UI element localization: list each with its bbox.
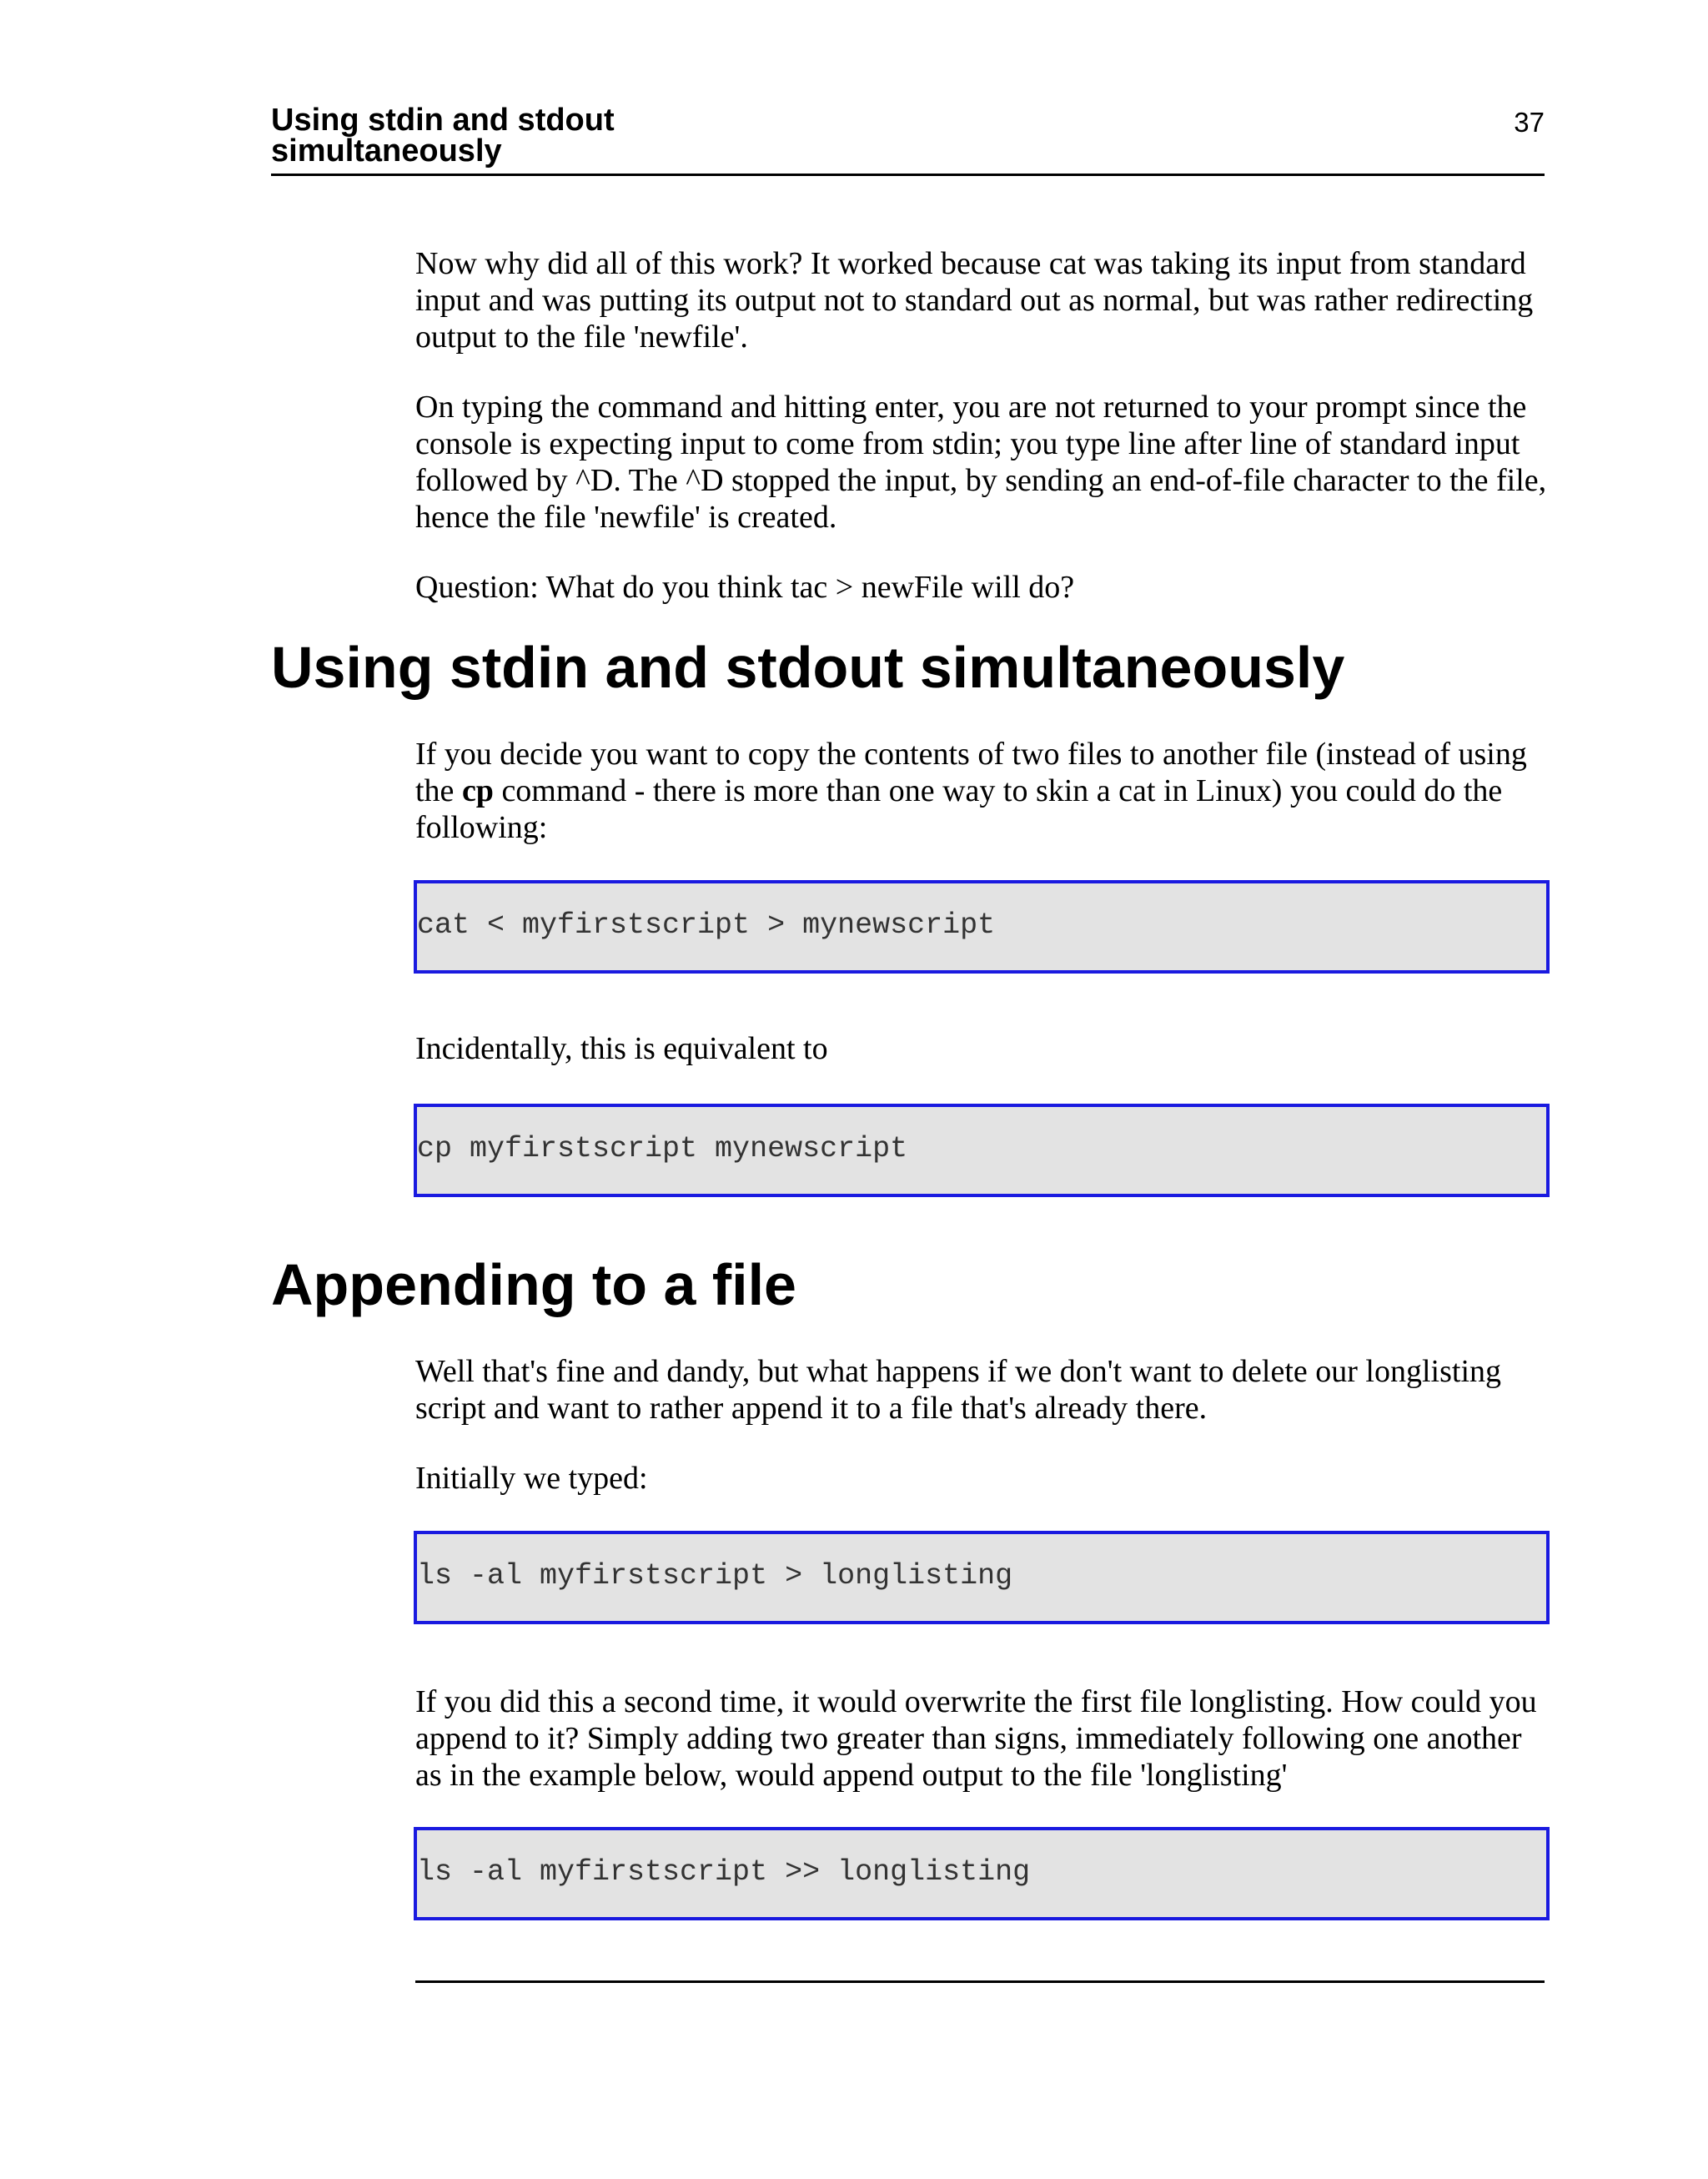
code-block-ls-overwrite [414,1531,1550,1624]
code-text-cat-redirect: cat < myfirstscript > mynewscript [417,908,996,942]
paragraph-question: Question: What do you think tac > newFile will do? [415,570,1075,605]
paragraph-fine-and-dandy: Well that's fine and dandy, but what happens if we don't want to delete our longlisting script and want to rather append it to a file that's already there. [415,1354,1502,1426]
code-text-ls-overwrite: ls -al myfirstscript > longlisting [417,1559,1013,1593]
code-block-ls-append [414,1827,1550,1920]
paragraph-copy-files-text-end: command - there is more than one way to skin a cat in Linux) you could do the following: [415,773,1503,845]
code-text-cp: cp myfirstscript mynewscript [417,1132,908,1165]
page-number: 37 [1514,107,1545,138]
paragraph-equivalent: Incidentally, this is equivalent to [415,1031,828,1066]
cp-command-emphasis: cp [461,773,494,808]
paragraph-initially-typed: Initially we typed: [415,1461,648,1496]
heading-appending: Appending to a file [271,1252,796,1317]
paragraph-why-it-worked: Now why did all of this work? It worked because cat was taking its input from standard input and was putting its output not to standard out as normal, but was rather redirecting output to the file 'newfile'. [415,246,1534,355]
running-header [271,105,1545,176]
code-block-cat-redirect [414,880,1550,974]
paragraph-copy-files-text-start: If you decide you want to copy the contents of two files to another file (instead of using the [415,737,1527,808]
running-header-title [271,105,905,167]
heading-stdin-stdout: Using stdin and stdout simultaneously [271,635,1345,700]
code-text-ls-append: ls -al myfirstscript >> longlisting [417,1855,1031,1889]
code-block-cp [414,1104,1550,1197]
paragraph-second-time: If you did this a second time, it would overwrite the first file longlisting. How could you append to it? Simply adding two greater than signs, immediately following one another as in the example below, would append output to the file 'longlisting' [415,1684,1537,1793]
running-header-title-line2: simultaneously [271,133,502,169]
footer-rule [415,1980,1545,1983]
running-header-title-line1: Using stdin and stdout [271,103,615,138]
paragraph-typing-command: On typing the command and hitting enter, you are not returned to your prompt since the console is expecting input to come from stdin; you type line after line of standard input followed by ^D. The ^D stopped the input, by sending an end-of-file character to the file, hence the file 'newfile' is created. [415,390,1547,535]
paragraph-copy-files [415,736,1550,846]
